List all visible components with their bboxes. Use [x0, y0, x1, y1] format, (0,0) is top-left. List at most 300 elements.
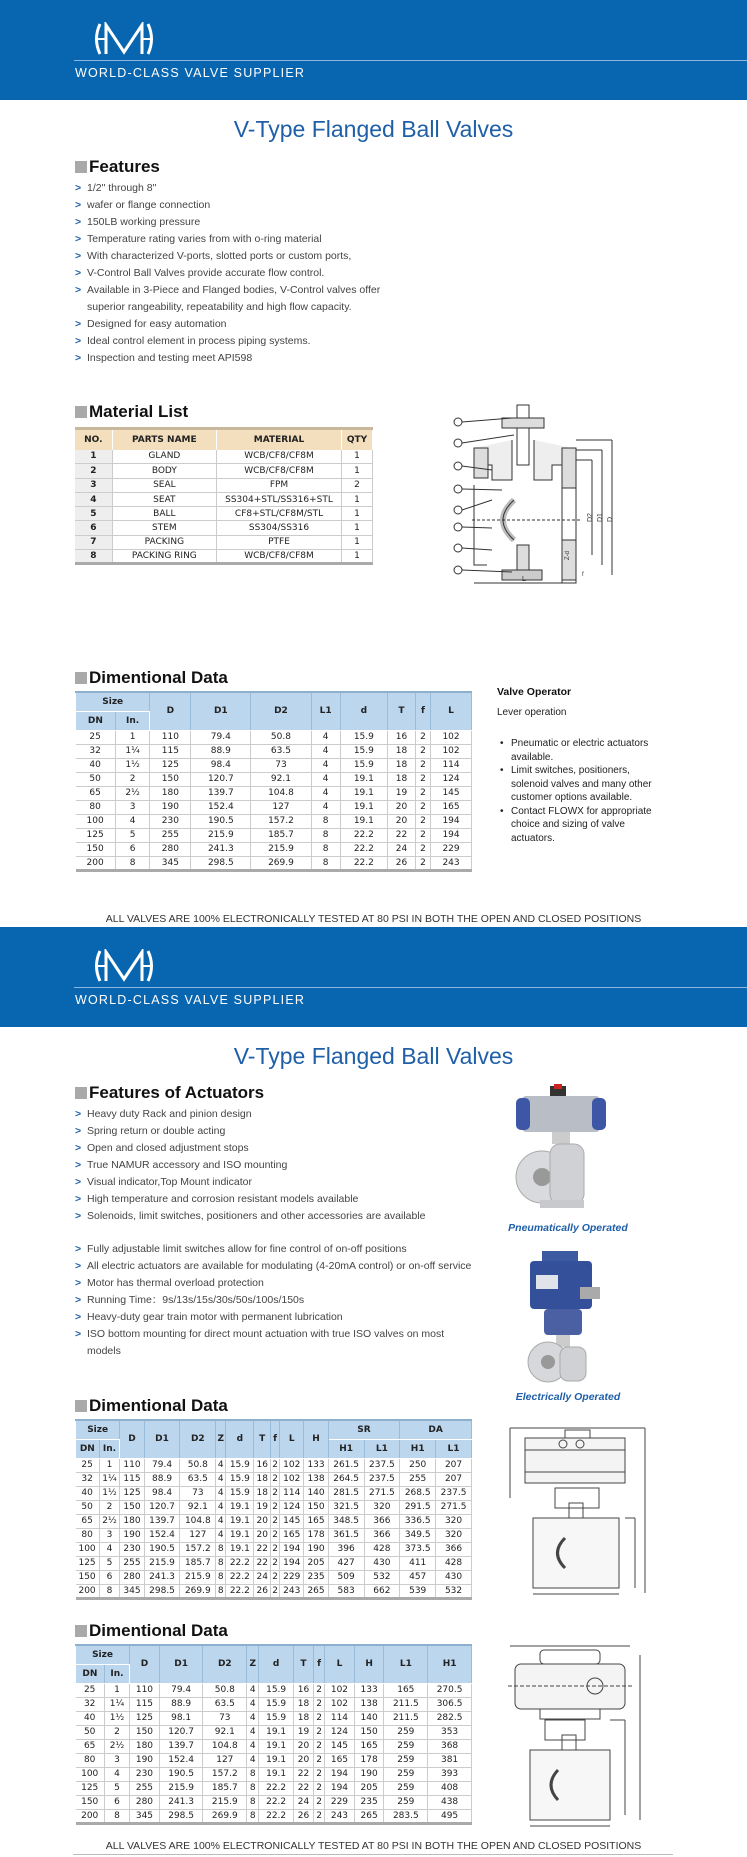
- table-cell: 73: [203, 1711, 247, 1725]
- table-cell: 2½: [115, 786, 150, 800]
- table-cell: 150: [354, 1725, 384, 1739]
- table-cell: 280: [130, 1795, 160, 1809]
- chevron-right-icon: >: [75, 352, 82, 364]
- table-cell: 373.5: [400, 1542, 436, 1556]
- actuator-features-heading: [75, 1083, 264, 1103]
- table-cell: WCB/CF8/CF8M: [217, 464, 342, 478]
- table-row: [76, 856, 472, 870]
- column-header: d: [259, 1645, 293, 1683]
- table-cell: 20: [387, 814, 415, 828]
- table-cell: 4: [216, 1472, 226, 1486]
- table-cell: 127: [180, 1528, 216, 1542]
- table-row: [76, 1458, 472, 1472]
- table-cell: 2: [272, 1544, 278, 1554]
- table-cell: 283.5: [384, 1809, 428, 1823]
- column-header: In.: [115, 711, 150, 730]
- table-cell: 22.2: [226, 1556, 254, 1570]
- chevron-right-icon: >: [75, 216, 82, 228]
- table-cell: 8: [115, 856, 150, 870]
- table-cell: 22.2: [340, 828, 387, 842]
- table-cell: 270.5: [428, 1683, 472, 1697]
- valve-operator-list: [497, 737, 667, 845]
- table-cell: 145: [280, 1514, 304, 1528]
- table-cell: 271.5: [364, 1486, 400, 1500]
- column-header: d: [226, 1420, 254, 1458]
- table-cell: 190: [354, 1767, 384, 1781]
- electric-valve-image: [520, 1247, 610, 1387]
- list-item: [75, 1174, 480, 1191]
- section-marker-icon: [75, 1087, 87, 1099]
- table-cell: 348.5: [328, 1514, 364, 1528]
- table-cell: 19.1: [340, 814, 387, 828]
- chevron-right-icon: >: [75, 1193, 82, 1205]
- chevron-right-icon: >: [75, 1328, 82, 1340]
- table-cell: 215.9: [180, 1570, 216, 1584]
- table-cell: 150: [120, 1500, 144, 1514]
- table-cell: 255: [130, 1781, 160, 1795]
- table-cell: 19: [293, 1725, 313, 1739]
- table-cell: 32: [76, 744, 116, 758]
- table-cell: 194: [325, 1767, 355, 1781]
- table-cell: SEAL: [112, 478, 216, 492]
- table-cell: 229: [325, 1795, 355, 1809]
- section-marker-icon: [75, 161, 87, 173]
- column-header: Size: [76, 1420, 120, 1439]
- table-cell: 19.1: [259, 1753, 293, 1767]
- table-row: [76, 1753, 472, 1767]
- table-cell: 40: [76, 1711, 105, 1725]
- feature-text: Inspection and testing meet API598: [87, 352, 253, 364]
- table-cell: 4: [216, 1486, 226, 1500]
- table-cell: 1: [115, 730, 150, 744]
- feature-text: ISO bottom mounting for direct mount actuation with true ISO valves on most models: [87, 1328, 445, 1357]
- table-cell: 5: [104, 1781, 129, 1795]
- table-cell: 22: [387, 828, 415, 842]
- electric-caption: Electrically Operated: [515, 1391, 621, 1403]
- table-cell: 80: [76, 1528, 100, 1542]
- table-cell: 8: [99, 1584, 120, 1598]
- table-cell: 20: [387, 800, 415, 814]
- column-header: d: [340, 692, 387, 730]
- table-cell: 438: [428, 1795, 472, 1809]
- feature-text: wafer or flange connection: [87, 199, 211, 211]
- table-cell: 4: [75, 492, 112, 506]
- table-cell: 120.7: [159, 1725, 203, 1739]
- column-header: L: [280, 1420, 304, 1458]
- table-cell: 26: [293, 1809, 313, 1823]
- table-cell: 65: [76, 786, 116, 800]
- table-row: [76, 1556, 472, 1570]
- feature-text: Ideal control element in process piping systems.: [87, 335, 311, 347]
- chevron-right-icon: >: [75, 1294, 82, 1306]
- feature-text: Temperature rating varies from with o-ring material: [87, 233, 322, 245]
- table-cell: 18: [387, 744, 415, 758]
- table-row: [76, 1739, 472, 1753]
- drawing-label-zd: Z-d: [565, 551, 571, 560]
- column-header: Size: [76, 692, 150, 711]
- chevron-right-icon: >: [75, 250, 82, 262]
- table-cell: 4: [247, 1739, 259, 1753]
- electric-actuator-drawing: [500, 1640, 650, 1830]
- table-cell: 2: [415, 744, 430, 758]
- table-cell: 264.5: [328, 1472, 364, 1486]
- table-cell: 50: [76, 772, 116, 786]
- features-list: [75, 180, 385, 367]
- table-cell: 110: [120, 1458, 144, 1472]
- table-cell: 2: [272, 1488, 278, 1498]
- table-cell: 20: [254, 1528, 271, 1542]
- table-cell: 4: [311, 744, 340, 758]
- table-cell: 457: [400, 1570, 436, 1584]
- footnote: ALL VALVES ARE 100% ELECTRONICALLY TESTED AT 80 PSI IN BOTH THE OPEN AND CLOSED POSITIONS: [105, 913, 642, 925]
- chevron-right-icon: >: [75, 1159, 82, 1171]
- table-cell: 271.5: [436, 1500, 472, 1514]
- table-cell: 4: [216, 1500, 226, 1514]
- table-cell: 50.8: [251, 730, 311, 744]
- table-cell: 430: [364, 1556, 400, 1570]
- table-header-row: [76, 1645, 472, 1664]
- table-cell: 2: [115, 772, 150, 786]
- column-header: D1: [159, 1645, 203, 1683]
- table-cell: 269.9: [203, 1809, 247, 1823]
- table-cell: 15.9: [340, 758, 387, 772]
- table-cell: 25: [76, 1458, 100, 1472]
- drawing-label-d1: D1: [597, 513, 604, 522]
- table-cell: 282.5: [428, 1711, 472, 1725]
- feature-text: True NAMUR accessory and ISO mounting: [87, 1159, 288, 1171]
- table-cell: 79.4: [144, 1458, 180, 1472]
- drawing-label-d2: D2: [587, 513, 594, 522]
- table-cell: 185.7: [251, 828, 311, 842]
- table-cell: 79.4: [159, 1683, 203, 1697]
- table-row: [75, 464, 373, 478]
- table-cell: 229: [280, 1570, 304, 1584]
- table-cell: 40: [76, 758, 116, 772]
- table-row: [76, 1486, 472, 1500]
- table-cell: 241.3: [144, 1570, 180, 1584]
- column-header: Z: [216, 1420, 226, 1458]
- table-cell: 19.1: [259, 1725, 293, 1739]
- table-cell: 157.2: [203, 1767, 247, 1781]
- table-cell: 178: [354, 1753, 384, 1767]
- table-cell: 427: [328, 1556, 364, 1570]
- table-cell: WCB/CF8/CF8M: [217, 550, 342, 564]
- table-row: [76, 1767, 472, 1781]
- table-cell: 2½: [104, 1739, 129, 1753]
- dimensional-pneumatic-heading: [75, 1396, 228, 1416]
- table-cell: 200: [76, 1809, 105, 1823]
- column-header: D2: [203, 1645, 247, 1683]
- table-cell: 583: [328, 1584, 364, 1598]
- column-header: H: [304, 1420, 328, 1458]
- chevron-right-icon: >: [75, 1260, 82, 1272]
- table-cell: 20: [254, 1514, 271, 1528]
- table-cell: 138: [354, 1697, 384, 1711]
- drawing-label-l: L: [522, 576, 526, 583]
- table-cell: 15.9: [226, 1486, 254, 1500]
- table-cell: 509: [328, 1570, 364, 1584]
- table-cell: 4: [247, 1753, 259, 1767]
- list-item: [497, 805, 667, 846]
- table-cell: 80: [76, 800, 116, 814]
- material-list-heading: [75, 402, 188, 422]
- table-cell: 50.8: [203, 1683, 247, 1697]
- column-header: L: [431, 692, 472, 730]
- table-cell: 2: [415, 856, 430, 870]
- table-cell: 8: [247, 1781, 259, 1795]
- chevron-right-icon: >: [75, 318, 82, 330]
- chevron-right-icon: >: [75, 233, 82, 245]
- table-cell: 259: [384, 1795, 428, 1809]
- table-cell: 2: [415, 828, 430, 842]
- header-rule: [74, 60, 747, 61]
- table-cell: 4: [311, 730, 340, 744]
- table-cell: 8: [75, 550, 112, 564]
- table-cell: 2: [314, 1795, 325, 1809]
- table-cell: 4: [216, 1458, 226, 1472]
- table-cell: 22: [293, 1781, 313, 1795]
- table-cell: 25: [76, 1683, 105, 1697]
- table-cell: 3: [75, 478, 112, 492]
- table-row: [76, 1683, 472, 1697]
- list-item: [75, 1241, 480, 1258]
- table-cell: 298.5: [191, 856, 251, 870]
- table-cell: 205: [304, 1556, 328, 1570]
- list-item: [75, 231, 385, 248]
- material-table-body: [75, 450, 373, 564]
- table-cell: 2: [314, 1753, 325, 1767]
- table-cell: 235: [354, 1795, 384, 1809]
- feature-text: Solenoids, limit switches, positioners and other accessories are available: [87, 1210, 426, 1222]
- table-cell: 241.3: [159, 1795, 203, 1809]
- table-cell: 1: [342, 450, 373, 464]
- table-cell: 18: [293, 1711, 313, 1725]
- dimensional-pneumatic-table: [75, 1419, 472, 1600]
- table-cell: 280: [150, 842, 191, 856]
- table-cell: 259: [384, 1739, 428, 1753]
- table-cell: 3: [104, 1753, 129, 1767]
- table-cell: 237.5: [364, 1458, 400, 1472]
- chevron-right-icon: >: [75, 1176, 82, 1188]
- table-cell: 207: [436, 1458, 472, 1472]
- table-cell: 102: [431, 744, 472, 758]
- list-item: [75, 1191, 480, 1208]
- table-cell: 32: [76, 1697, 105, 1711]
- column-header: f: [271, 1420, 280, 1458]
- table-cell: 4: [311, 772, 340, 786]
- table-cell: 110: [150, 730, 191, 744]
- table-cell: 408: [428, 1781, 472, 1795]
- chevron-right-icon: >: [75, 284, 82, 296]
- table-row: [76, 744, 472, 758]
- table-cell: 139.7: [159, 1739, 203, 1753]
- table-cell: 100: [76, 1542, 100, 1556]
- table-cell: 124: [431, 772, 472, 786]
- table-cell: 73: [180, 1486, 216, 1500]
- table-cell: 16: [254, 1458, 271, 1472]
- table-cell: 532: [436, 1584, 472, 1598]
- table-cell: GLAND: [112, 450, 216, 464]
- table-cell: 165: [304, 1514, 328, 1528]
- table-row: [76, 786, 472, 800]
- actuator-features-heading-text: Features of Actuators: [89, 1083, 265, 1102]
- table-row: [75, 507, 373, 521]
- table-cell: 393: [428, 1767, 472, 1781]
- dimensional-heading: [75, 668, 228, 688]
- table-cell: 180: [130, 1739, 160, 1753]
- table-row: [75, 550, 373, 564]
- table-cell: 237.5: [364, 1472, 400, 1486]
- table-cell: 150: [130, 1725, 160, 1739]
- table-cell: 2: [415, 800, 430, 814]
- table-header-row: [76, 692, 472, 711]
- column-header: H1: [400, 1439, 436, 1458]
- column-header: NO.: [75, 429, 112, 450]
- table-cell: 150: [76, 842, 116, 856]
- column-header: DN: [76, 1664, 105, 1683]
- table-cell: 120.7: [144, 1500, 180, 1514]
- table-row: [76, 1514, 472, 1528]
- table-cell: 5: [75, 507, 112, 521]
- table-cell: 366: [436, 1542, 472, 1556]
- column-header: H: [354, 1645, 384, 1683]
- table-cell: 411: [400, 1556, 436, 1570]
- table-cell: 15.9: [226, 1472, 254, 1486]
- list-item: [75, 180, 385, 197]
- table-cell: 22.2: [226, 1584, 254, 1598]
- table-cell: 4: [216, 1528, 226, 1542]
- table-cell: 19.1: [226, 1542, 254, 1556]
- table-cell: 1: [342, 521, 373, 535]
- table-cell: 298.5: [159, 1809, 203, 1823]
- operator-text: Contact FLOWX for appropriate choice and sizing of valve actuators.: [511, 805, 652, 844]
- tagline: WORLD-CLASS VALVE SUPPLIER: [75, 993, 306, 1007]
- table-cell: 22: [254, 1542, 271, 1556]
- table-cell: 98.4: [144, 1486, 180, 1500]
- table-cell: 19: [254, 1500, 271, 1514]
- table-row: [76, 1697, 472, 1711]
- tagline: WORLD-CLASS VALVE SUPPLIER: [75, 66, 306, 80]
- table-cell: 7: [75, 535, 112, 549]
- table-cell: 8: [216, 1570, 226, 1584]
- list-item: [75, 1208, 480, 1225]
- table-cell: 19: [387, 786, 415, 800]
- table-cell: 2: [415, 730, 430, 744]
- table-cell: 180: [120, 1514, 144, 1528]
- chevron-right-icon: >: [75, 267, 82, 279]
- table-row: [75, 478, 373, 492]
- table-cell: 229: [431, 842, 472, 856]
- table-cell: 50: [76, 1725, 105, 1739]
- table-cell: 200: [76, 856, 116, 870]
- actuator-features-list: [75, 1106, 480, 1360]
- list-item: [75, 1292, 480, 1309]
- table-cell: 140: [354, 1711, 384, 1725]
- table-cell: 215.9: [191, 828, 251, 842]
- column-header: QTY: [342, 429, 373, 450]
- table-cell: 230: [120, 1542, 144, 1556]
- table-cell: 19.1: [226, 1500, 254, 1514]
- table-cell: 50: [76, 1500, 100, 1514]
- list-item: [75, 1140, 480, 1157]
- table-cell: 104.8: [251, 786, 311, 800]
- table-cell: 8: [216, 1542, 226, 1556]
- table-cell: 194: [431, 828, 472, 842]
- table-cell: 2: [104, 1725, 129, 1739]
- valve-operator-title: Valve Operator: [497, 686, 572, 698]
- table-cell: 366: [364, 1514, 400, 1528]
- table-cell: 115: [120, 1472, 144, 1486]
- table-cell: 215.9: [251, 842, 311, 856]
- table-cell: BODY: [112, 464, 216, 478]
- feature-text: Heavy duty Rack and pinion design: [87, 1108, 252, 1120]
- table-cell: 2: [272, 1572, 278, 1582]
- list-item: [497, 737, 667, 764]
- chevron-right-icon: >: [75, 335, 82, 347]
- table-row: [76, 1795, 472, 1809]
- bullet-icon: •: [500, 738, 504, 749]
- table-cell: 2: [272, 1558, 278, 1568]
- table-cell: 20: [293, 1753, 313, 1767]
- table-cell: 26: [254, 1584, 271, 1598]
- table-cell: 15.9: [340, 730, 387, 744]
- table-cell: 115: [130, 1697, 160, 1711]
- table-cell: 207: [436, 1472, 472, 1486]
- table-cell: 92.1: [251, 772, 311, 786]
- table-cell: 19.1: [340, 786, 387, 800]
- table-cell: 104.8: [180, 1514, 216, 1528]
- table-cell: 190: [120, 1528, 144, 1542]
- column-header: H1: [428, 1645, 472, 1683]
- feature-text: All electric actuators are available for modulating (4-20mA control) or on-off service: [87, 1260, 472, 1272]
- table-cell: 345: [120, 1584, 144, 1598]
- table-cell: 63.5: [180, 1472, 216, 1486]
- table-cell: 306.5: [428, 1697, 472, 1711]
- list-item: [75, 282, 385, 316]
- feature-text: Spring return or double acting: [87, 1125, 226, 1137]
- table-cell: 18: [387, 772, 415, 786]
- table-cell: 127: [251, 800, 311, 814]
- table-cell: 320: [436, 1514, 472, 1528]
- table-cell: 662: [364, 1584, 400, 1598]
- list-item: [75, 1106, 480, 1123]
- column-header: PARTS NAME: [112, 429, 216, 450]
- column-header: T: [254, 1420, 271, 1458]
- table-cell: 190: [150, 800, 191, 814]
- table-cell: 261.5: [328, 1458, 364, 1472]
- table-cell: 366: [364, 1528, 400, 1542]
- table-cell: 15.9: [259, 1683, 293, 1697]
- table-cell: 140: [304, 1486, 328, 1500]
- material-list-heading-text: Material List: [89, 402, 189, 421]
- table-row: [76, 1570, 472, 1584]
- table-cell: 102: [325, 1683, 355, 1697]
- table-cell: 1: [342, 507, 373, 521]
- chevron-right-icon: >: [75, 199, 82, 211]
- table-cell: WCB/CF8/CF8M: [217, 450, 342, 464]
- pneumatic-valve-image: [510, 1082, 610, 1217]
- table-cell: 190.5: [144, 1542, 180, 1556]
- table-row: [76, 1711, 472, 1725]
- dimensional-heading-text: Dimentional Data: [89, 668, 228, 687]
- table-cell: 230: [150, 814, 191, 828]
- table-cell: 259: [384, 1725, 428, 1739]
- chevron-right-icon: >: [75, 1125, 82, 1137]
- table-cell: 8: [216, 1584, 226, 1598]
- table-cell: 73: [251, 758, 311, 772]
- table-cell: 2: [314, 1767, 325, 1781]
- table-header-row: [76, 1420, 472, 1439]
